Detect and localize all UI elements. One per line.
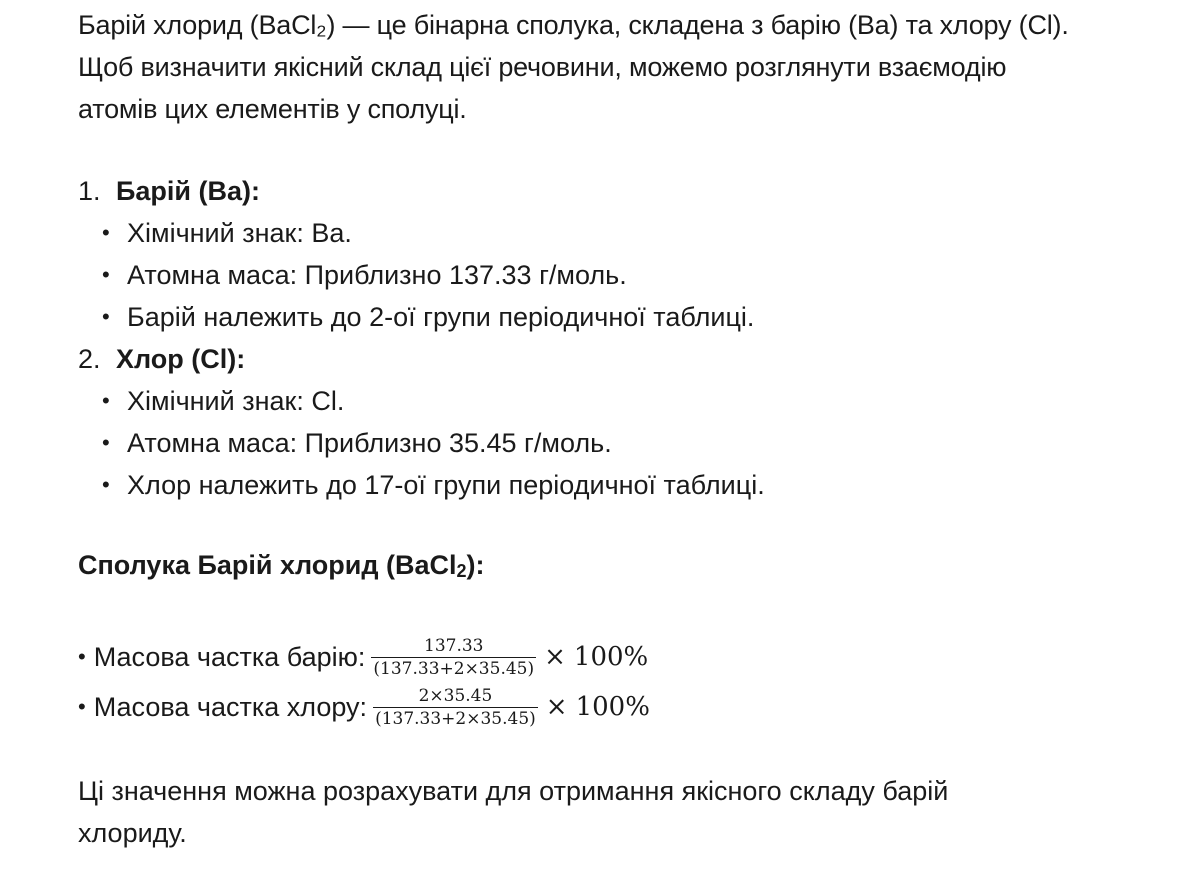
bullet-icon: • (102, 220, 110, 245)
fraction (371, 636, 536, 679)
bullet-icon: • (102, 472, 110, 497)
mass-fraction-barium (78, 632, 648, 682)
percent-value: 100% (573, 642, 649, 672)
intro-line: атомів цих елементів у сполуці. (78, 94, 467, 124)
outro-line: Ці значення можна розрахувати для отримання якісного складу барій (78, 776, 949, 806)
fraction (373, 686, 538, 729)
bullet-icon: • (78, 644, 86, 669)
elements-ordered-list (78, 170, 1078, 506)
bullet-icon: • (102, 430, 110, 455)
element-title: Барій (Ba): (116, 176, 261, 206)
list-number: 2. (78, 344, 101, 374)
bullet-icon: • (78, 694, 86, 719)
mass-fraction-chlorine (78, 682, 650, 732)
bullet-icon: • (102, 388, 110, 413)
intro-line: Щоб визначити якісний склад цієї речовини, можемо розглянути взаємодію (78, 52, 1007, 82)
fraction-numerator: 137.33 (424, 635, 484, 656)
outro-paragraph (78, 770, 1188, 854)
list-number: 1. (78, 176, 101, 206)
bullet-icon: • (102, 304, 110, 329)
times-sign: × (544, 642, 566, 672)
mass-fraction-label: Масова частка хлору: (93, 691, 368, 722)
mass-fraction-label: Масова частка барію: (93, 641, 366, 672)
outro-line: хлориду. (78, 818, 187, 848)
times-sign: × (545, 692, 568, 722)
list-item: • Хлор належить до 17-ої групи періодичної таблиці. (78, 464, 1078, 506)
compound-heading: Сполука Барій хлорид (BaCl2): (78, 550, 485, 581)
percent-value: 100% (575, 692, 650, 722)
fraction-denominator: (137.33+2×35.45) (373, 658, 535, 679)
fraction-numerator: 2×35.45 (418, 685, 493, 706)
list-item: • Хімічний знак: Ba. (78, 212, 1078, 254)
intro-paragraph (78, 4, 1188, 130)
element-item-chlorine (78, 338, 1078, 506)
list-item: • Атомна маса: Приблизно 137.33 г/моль. (78, 254, 1078, 296)
intro-line: Барій хлорид (BaCl₂) — це бінарна сполука, складена з барію (Ba) та хлору (Cl). (78, 10, 1069, 40)
fraction-denominator: (137.33+2×35.45) (375, 708, 536, 729)
list-item: • Атомна маса: Приблизно 35.45 г/моль. (78, 422, 1078, 464)
element-facts-list (78, 380, 1078, 506)
element-item-barium (78, 170, 1078, 338)
element-title: Хлор (Cl): (116, 344, 246, 374)
subscript: 2 (456, 561, 467, 581)
bullet-icon: • (102, 262, 110, 287)
element-facts-list (78, 212, 1078, 338)
list-item: • Хімічний знак: Cl. (78, 380, 1078, 422)
list-item: • Барій належить до 2-ої групи періодичної таблиці. (78, 296, 1078, 338)
